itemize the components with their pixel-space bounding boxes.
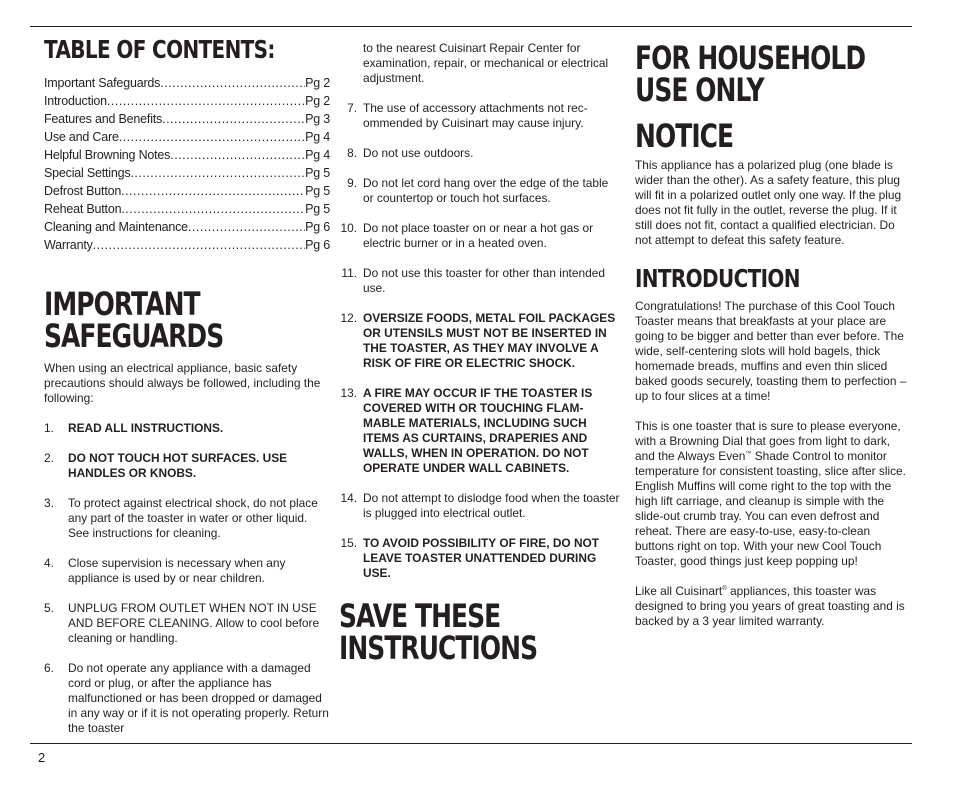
list-item [339,221,621,251]
toc-leader [170,148,305,163]
item-text: Do not operate any appliance with a damaged cord or plug, or after the appliance has malfunctioned or has been dropped or damaged in any way or if it is not operating properly. Return the toaster [68,661,329,735]
list-item [339,146,621,161]
item-text: A FIRE MAY OCCUR IF THE TOASTER IS COVERED WITH OR TOUCHING FLAM-MABLE MATERIALS, INCLUDING SUCH ITEMS AS CURTAINS, DRAPERIES AND WALLS, WHEN IN OPERATION. DO NOT OPERATE UNDER WALL CABINETS. [363,386,593,475]
toc-title: Reheat Button [44,202,122,216]
household-heading-line1: FOR HOUSEHOLD [635,39,866,77]
toc-page: Pg 6 [305,220,330,234]
page-number: 2 [38,750,46,765]
item-number: 14. [340,491,357,505]
notice-heading: NOTICE [635,117,734,155]
safeguards-list-continued [339,101,621,581]
list-item [339,386,621,476]
item-text: Do not attempt to dislodge food when the toaster is plugged into electrical outlet. [363,491,620,520]
toc-row[interactable] [44,148,330,166]
item-text: To protect against electrical shock, do not place any part of the toaster in water or other liquid. See instructions for cleaning. [68,496,318,540]
item-number: 1. [44,421,54,435]
toc-row[interactable] [44,130,330,148]
safeguards-heading-line2: SAFEGUARDS [44,317,224,355]
item-6-continued: to the nearest Cuisinart Repair Center for examination, repair, or mechanical or electrical adjustment. [363,41,609,85]
column-right [635,39,907,629]
toc-leader [160,76,305,91]
item-text: Close supervision is necessary when any appliance is used by or near children. [68,556,286,585]
notice-text: This appliance has a polarized plug (one blade is wider than the other). As a safety feature, this plug will fit in a polarized outlet only one way. If the plug does not fit fully in the outlet, reverse the plug. If it still does not fit, contact a qualified electrician. Do not attempt to defeat this safety feature. [635,158,902,247]
toc-page: Pg 5 [305,184,330,198]
toc-leader [121,202,305,217]
item-text: TO AVOID POSSIBILITY OF FIRE, DO NOT LEAVE TOASTER UNATTENDED DURING USE. [363,536,600,580]
intro-paragraph-3 [635,584,907,629]
item-text: Do not use this toaster for other than intended use. [363,266,605,295]
toc-title: Features and Benefits [44,112,163,126]
intro-p2-text: Shade Control to monitor temperature for consistent toasting, slice after slice. English Muffins will come right to the top with the high lift carriage, and cleanup is simple with the slide-out crumb tray. You can even defrost and reheat. There are easy-to-use, easy-to-clean buttons right on top. With your new Cool Touch Toaster, good things just keep popping up! [635,449,906,568]
column-middle [339,41,621,667]
toc-leader [130,166,305,181]
top-rule [30,26,912,27]
item-text: READ ALL INSTRUCTIONS. [68,421,224,435]
item-number: 11. [341,266,357,280]
toc-row[interactable] [44,112,330,130]
save-instructions-heading [339,597,621,667]
item-number: 10. [340,221,357,235]
list-item [44,601,330,646]
intro-p3-text: appliances, this toaster was designed to bring you years of great toasting and is backed by a 3 year limited warranty. [635,584,905,628]
item-number: 6. [44,661,54,675]
household-heading-line2: USE ONLY [635,71,764,109]
toc-leader [93,238,305,253]
toc-page: Pg 5 [305,202,330,216]
toc-title: Cleaning and Maintenance [44,220,188,234]
toc-heading: TABLE OF CONTENTS: [44,35,275,64]
list-item [339,536,621,581]
list-item [44,661,330,736]
item-text: DO NOT TOUCH HOT SURFACES. USE HANDLES OR KNOBS. [68,451,288,480]
toc-page: Pg 3 [305,112,330,126]
toc-title: Important Safeguards [44,76,161,90]
item-text: UNPLUG FROM OUTLET WHEN NOT IN USE AND BEFORE CLEANING. Allow to cool before cleaning or handling. [68,601,320,645]
toc-row[interactable] [44,202,330,220]
column-left [44,36,330,751]
bottom-rule [30,743,912,744]
item-number: 8. [347,146,357,160]
toc-row[interactable] [44,238,330,256]
intro-p2-text: This is one toaster that is sure to please everyone, with a Browning Dial that goes from light to dark, and the Always Even [635,419,901,463]
toc-title: Introduction [44,94,107,108]
safeguards-list [44,421,330,736]
safeguards-heading [44,285,330,355]
list-item [44,451,330,481]
list-item [44,496,330,541]
list-item [339,491,621,521]
safeguards-heading-line1: IMPORTANT [44,285,200,323]
toc-title: Use and Care [44,130,119,144]
toc-page: Pg 2 [305,94,330,108]
save-heading-line1: SAVE THESE [339,597,501,635]
toc-row[interactable] [44,184,330,202]
item-number: 15. [340,536,357,550]
item-number: 3. [44,496,54,510]
save-heading-line2: INSTRUCTIONS [339,629,538,667]
toc-title: Warranty [44,238,93,252]
toc-leader [162,112,305,127]
list-item [44,556,330,586]
list-item [44,421,330,436]
toc-row[interactable] [44,94,330,112]
toc-leader [119,130,305,145]
list-item [339,311,621,371]
toc-leader [121,184,305,199]
safeguards-intro: When using an electrical appliance, basic safety precautions should always be followed, including the following: [44,361,321,405]
toc-page: Pg 5 [305,166,330,180]
item-number: 7. [347,101,357,115]
toc-page: Pg 2 [305,76,330,90]
item-number: 12. [340,311,357,325]
list-item [339,176,621,206]
toc-title: Special Settings [44,166,131,180]
table-of-contents [44,76,330,256]
toc-page: Pg 6 [305,238,330,252]
intro-paragraph-2 [635,419,907,569]
item-number: 13. [340,386,357,400]
toc-leader [188,220,305,235]
toc-leader [107,94,305,109]
item-number: 9. [347,176,357,190]
toc-page: Pg 4 [305,130,330,144]
household-heading [635,39,907,109]
item-number: 5. [44,601,54,615]
toc-row[interactable] [44,166,330,184]
item-text: OVERSIZE FOODS, METAL FOIL PACKAGES OR UTENSILS MUST NOT BE INSERTED IN THE TOASTER, AS THEY MAY INVOLVE A RISK OF FIRE OR ELECTRIC SHOCK. [363,311,616,370]
toc-title: Helpful Browning Notes [44,148,171,162]
toc-page: Pg 4 [305,148,330,162]
intro-p3-text: Like all Cuisinart [635,584,723,598]
list-item [339,266,621,296]
list-item [339,101,621,131]
item-number: 2. [44,451,54,465]
item-text: Do not place toaster on or near a hot gas or electric burner or in a heated oven. [363,221,594,250]
item-text: The use of accessory attachments not rec-ommended by Cuisinart may cause injury. [363,101,588,130]
trademark-symbol: ™ [745,451,752,458]
toc-row[interactable] [44,76,330,94]
intro-paragraph-1: Congratulations! The purchase of this Cool Touch Toaster means that breakfasts at your place are going to be bigger and better than ever before. The wide, self-centering slots will hold bagels, thick homemade breads, muffins and even thin sliced baked goods securely, toasting them to perfection – up to four slices at a time! [635,299,907,403]
item-number: 4. [44,556,54,570]
item-text: Do not use outdoors. [363,146,474,160]
introduction-heading: INTRODUCTION [635,264,800,293]
toc-title: Defrost Button [44,184,122,198]
registered-symbol: ® [722,586,727,593]
toc-row[interactable] [44,220,330,238]
item-text: Do not let cord hang over the edge of the table or countertop or touch hot surfaces. [363,176,609,205]
